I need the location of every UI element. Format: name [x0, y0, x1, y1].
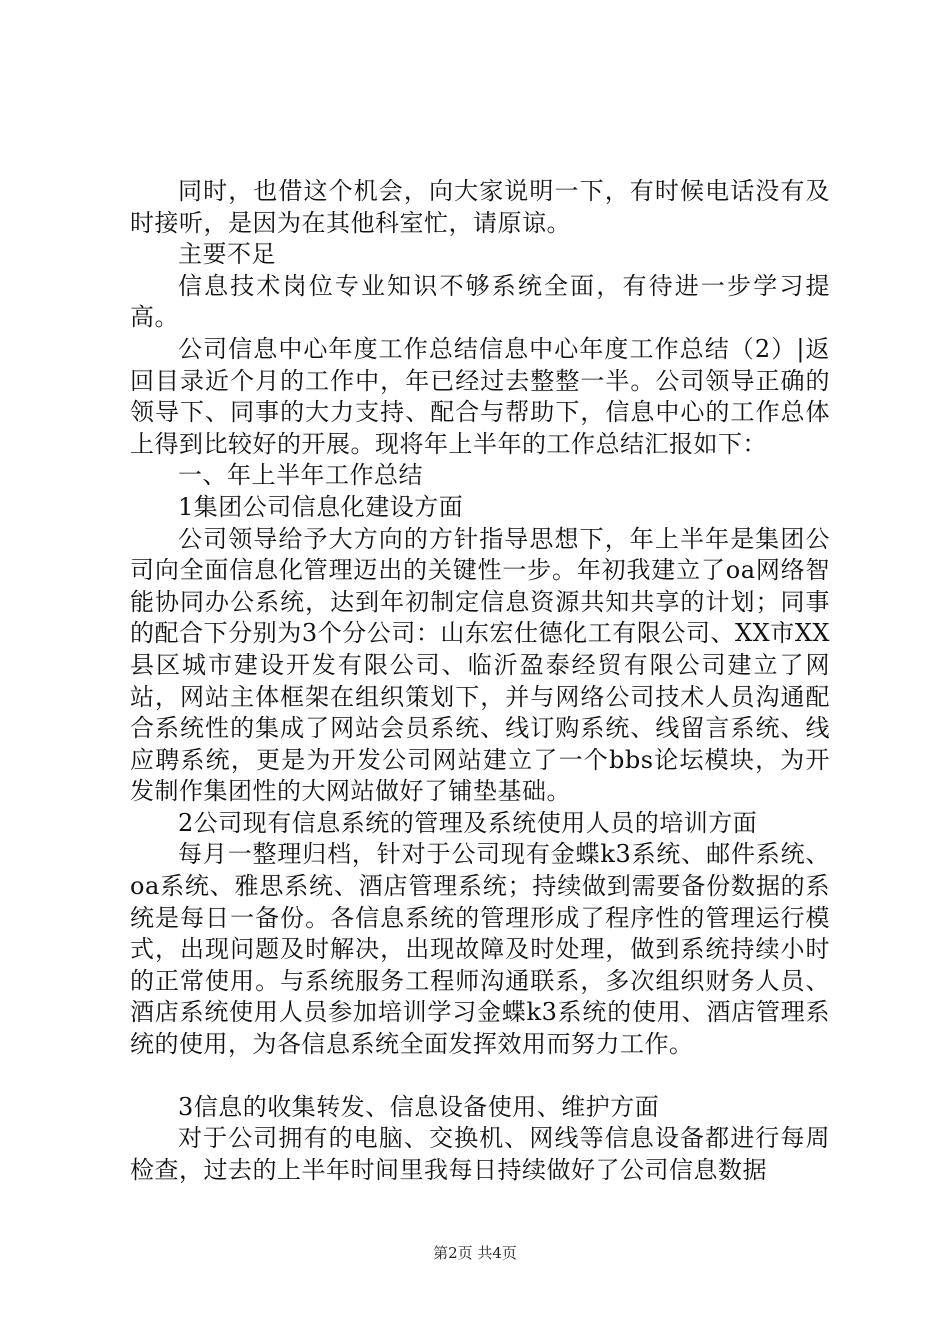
paragraph: 信息技术岗位专业知识不够系统全面，有待进一步学习提高。 — [130, 271, 830, 332]
section-heading: 一、年上半年工作总结 — [178, 461, 423, 490]
subsection-heading: 1集团公司信息化建设方面 — [178, 492, 464, 521]
subsection-heading: 2公司现有信息系统的管理及系统使用人员的培训方面 — [178, 808, 758, 837]
subsection-heading: 3信息的收集转发、信息设备使用、维护方面 — [178, 1092, 660, 1121]
paragraph: 同时，也借这个机会，向大家说明一下，有时候电话没有及时接听，是因为在其他科室忙，请原谅。 — [130, 177, 830, 237]
section-heading: 主要不足 — [178, 240, 276, 269]
page-number-footer: 第2页 共4页 — [433, 1244, 517, 1262]
paragraph: 每月一整理归档，针对于公司现有金蝶k3系统、邮件系统、oa系统、雅思系统、酒店管理系统；持续做到需要备份数据的系统是每日一备份。各信息系统的管理形成了程序性的管理运行模式，出现问题及时解决，出现故障及时处理，做到系统持续小时的正常使用。与系统服务工程师沟通联系，多次组织财务人员、酒店系统使用人员参加培训学习金蝶k3系统的使用、酒店管理系统的使用，为各信息系统全面发挥效用而努力工作。 — [130, 840, 830, 1059]
paragraph: 公司领导给予大方向的方针指导思想下，年上半年是集团公司向全面信息化管理迈出的关键性一步。年初我建立了oa网络智能协同办公系统，达到年初制定信息资源共知共享的计划；同事的配合下分别为3个分公司：山东宏仕德化工有限公司、XX市XX县区城市建设开发有限公司、临沂盈泰经贸有限公司建立了网站，网站主体框架在组织策划下，并与网络公司技术人员沟通配合系统性的集成了网站会员系统、线订购系统、线留言系统、线应聘系统，更是为开发公司网站建立了一个bbs论坛模块，为开发制作集团性的大网站做好了铺垫基础。 — [130, 524, 830, 806]
paragraph: 公司信息中心年度工作总结信息中心年度工作总结（2）|返回目录近个月的工作中，年已经过去整整一半。公司领导正确的领导下、同事的大力支持、配合与帮助下，信息中心的工作总体上得到比较好的开展。现将年上半年的工作总结汇报如下： — [130, 334, 830, 458]
paragraph-gap — [130, 1061, 830, 1092]
paragraph: 对于公司拥有的电脑、交换机、网线等信息设备都进行每周检查，过去的上半年时间里我每日持续做好了公司信息数据 — [130, 1124, 830, 1184]
document-body — [130, 176, 830, 1186]
